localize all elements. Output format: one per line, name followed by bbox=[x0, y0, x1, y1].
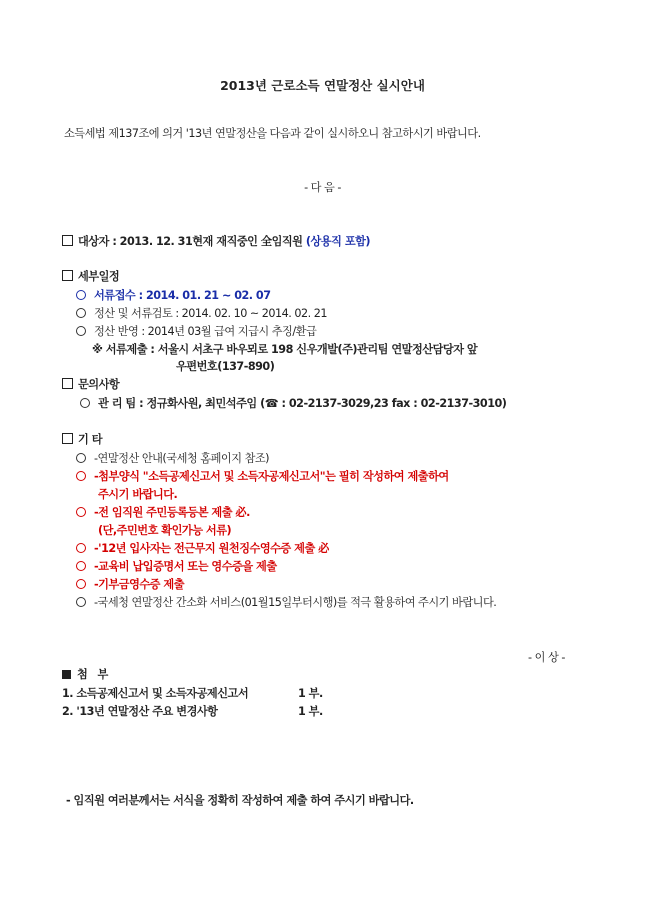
square-bullet-icon bbox=[62, 670, 71, 679]
etc-item-4 bbox=[76, 541, 329, 557]
circle-bullet-icon bbox=[76, 597, 86, 607]
submit-line-2: 우편번호(137-890) bbox=[176, 360, 275, 373]
etc-item-4-text: -'12년 입사자는 전근무지 원천징수영수증 제출 必 bbox=[94, 542, 329, 555]
attachment-count-2: 1 부. bbox=[298, 705, 323, 718]
target-line bbox=[62, 234, 370, 250]
contact-line bbox=[80, 396, 506, 412]
contact-header-label: 문의사항 bbox=[78, 378, 120, 391]
checkbox-icon bbox=[62, 235, 73, 246]
etc-item-1-text: -연말정산 안내(국세청 홈페이지 참조) bbox=[94, 452, 270, 465]
circle-bullet-icon bbox=[76, 326, 86, 336]
circle-bullet-icon bbox=[76, 471, 86, 481]
etc-item-7 bbox=[76, 595, 496, 611]
etc-item-3 bbox=[76, 505, 250, 521]
schedule-item-3 bbox=[76, 324, 316, 340]
etc-item-1 bbox=[76, 451, 269, 467]
submit-line-1: ※ 서류제출 : 서울시 서초구 바우뫼로 198 신우개발(주)관리팀 연말정산담당자 앞 bbox=[92, 343, 478, 356]
schedule-item-2 bbox=[76, 306, 327, 322]
contact-line-text: 관 리 팀 : 정규화사원, 최민석주임 (☎ : 02-2137-3029,23 fax : 02-2137-3010) bbox=[98, 397, 507, 410]
etc-item-6 bbox=[76, 577, 184, 593]
attachment-count-1: 1 부. bbox=[298, 687, 323, 700]
circle-bullet-icon bbox=[76, 507, 86, 517]
attachment-item-2: 2. '13년 연말정산 주요 변경사항 bbox=[62, 705, 218, 718]
checkbox-icon bbox=[62, 433, 73, 444]
closing-note: - 임직원 여러분께서는 서식을 정확히 작성하여 제출 하여 주시기 바랍니다. bbox=[66, 794, 414, 807]
schedule-item-2-text: 정산 및 서류검토 : 2014. 02. 10 ~ 2014. 02. 21 bbox=[94, 307, 327, 320]
etc-item-2-cont: 주시기 바랍니다. bbox=[98, 488, 178, 501]
target-label: 대상자 : 2013. 12. 31현재 재직중인 全임직원 bbox=[78, 235, 306, 248]
etc-header bbox=[62, 432, 102, 448]
circle-bullet-icon bbox=[76, 543, 86, 553]
attachments-header bbox=[62, 667, 108, 683]
contact-header bbox=[62, 377, 119, 393]
circle-bullet-icon bbox=[76, 290, 86, 300]
etc-item-7-text: -국세청 연말정산 간소화 서비스(01월15일부터시행)를 적극 활용하여 주시기 바랍니다. bbox=[94, 596, 497, 609]
schedule-item-1-text: 서류접수 : 2014. 01. 21 ~ 02. 07 bbox=[94, 289, 271, 302]
divider-top: - 다 음 - bbox=[304, 181, 341, 194]
etc-item-5 bbox=[76, 559, 277, 575]
circle-bullet-icon bbox=[76, 579, 86, 589]
etc-item-3-text: -전 임직원 주민등록등본 제출 必. bbox=[94, 506, 250, 519]
etc-item-6-text: -기부금영수증 제출 bbox=[94, 578, 184, 591]
etc-item-3-cont: (단,주민번호 확인가능 서류) bbox=[98, 524, 232, 537]
etc-item-5-text: -교육비 납입증명서 또는 영수증을 제출 bbox=[94, 560, 277, 573]
etc-item-2-text: -첨부양식 "소득공제신고서 및 소득자공제신고서"는 필히 작성하여 제출하여 bbox=[94, 470, 449, 483]
circle-bullet-icon bbox=[76, 561, 86, 571]
checkbox-icon bbox=[62, 378, 73, 389]
intro-text: 소득세법 제137조에 의거 '13년 연말정산을 다음과 같이 실시하오니 참고하시기 바랍니다. bbox=[64, 127, 481, 140]
attachments-header-label: 첨 부 bbox=[77, 668, 108, 681]
schedule-header bbox=[62, 269, 119, 285]
etc-header-label: 기 타 bbox=[78, 433, 103, 446]
circle-bullet-icon bbox=[80, 398, 90, 408]
schedule-item-1 bbox=[76, 288, 271, 304]
target-highlight: (상용직 포함) bbox=[305, 235, 371, 248]
etc-item-2 bbox=[76, 469, 449, 485]
attachment-item-1: 1. 소득공제신고서 및 소득자공제신고서 bbox=[62, 687, 249, 700]
checkbox-icon bbox=[62, 270, 73, 281]
divider-end: - 이 상 - bbox=[528, 651, 565, 664]
schedule-item-3-text: 정산 반영 : 2014년 03월 급여 지급시 추징/환급 bbox=[94, 325, 317, 338]
schedule-header-label: 세부일정 bbox=[78, 270, 120, 283]
circle-bullet-icon bbox=[76, 308, 86, 318]
document-title: 2013년 근로소득 연말정산 실시안내 bbox=[220, 78, 425, 93]
circle-bullet-icon bbox=[76, 453, 86, 463]
